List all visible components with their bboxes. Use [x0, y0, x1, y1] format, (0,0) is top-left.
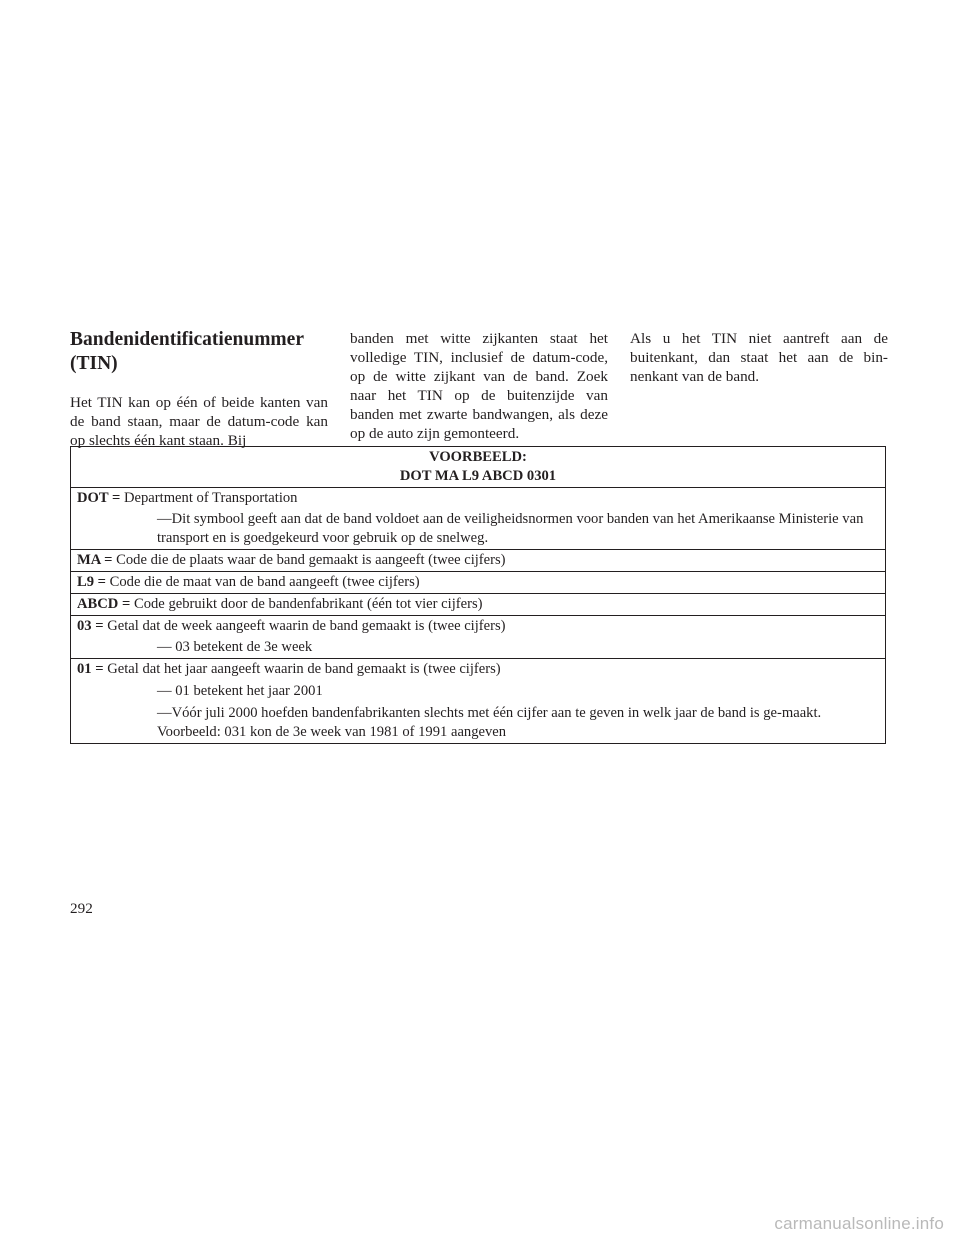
table-row: [71, 616, 886, 659]
paragraph-col1: Het TIN kan op één of beide kanten van de band staan, maar de datum-code kan op slechts één kant staan. Bij: [70, 394, 328, 449]
row-code: 03 =: [77, 618, 104, 634]
row-note: —Vóór juli 2000 hoefden bandenfabrikanten slechts met één cijfer aan te geven in welk jaar de band is ge-maakt. Voorbeeld: 031 kon de 3e week van 1981 of 1991 aangeven: [157, 705, 822, 740]
row-note: —Dit symbool geeft aan dat de band voldoet aan de veiligheidsnormen voor banden van het Amerikaanse Ministerie van transport en is goedgekeurd voor gebruik op de snelweg.: [157, 511, 864, 546]
table-header-row: [71, 447, 886, 488]
text-column-2: [350, 329, 608, 443]
row-note: — 03 betekent de 3e week: [157, 639, 313, 655]
table-row: [71, 659, 886, 744]
table-row: [71, 488, 886, 550]
row-code: ABCD =: [77, 596, 131, 612]
row-description: Getal dat het jaar aangeeft waarin de band gemaakt is (twee cijfers): [107, 661, 501, 677]
paragraph-col3: Als u het TIN niet aantreft aan de buitenkant, dan staat het aan de bin-nenkant van de band.: [630, 330, 888, 385]
row-description: Code die de plaats waar de band gemaakt is aangeeft (twee cijfers): [116, 552, 506, 568]
watermark: carmanualsonline.info: [774, 1214, 944, 1233]
row-code: L9 =: [77, 574, 106, 590]
row-description: Department of Transportation: [123, 490, 298, 506]
text-column-1: [70, 328, 328, 450]
table-row: [71, 550, 886, 572]
example-code: DOT MA L9 ABCD 0301: [399, 468, 557, 484]
row-code: DOT =: [77, 490, 121, 506]
table-row: [71, 572, 886, 594]
tin-example-table: [70, 446, 886, 744]
row-code: 01 =: [77, 661, 104, 677]
row-description: Code die de maat van de band aangeeft (twee cijfers): [109, 574, 420, 590]
row-code: MA =: [77, 552, 113, 568]
row-description: Getal dat de week aangeeft waarin de band gemaakt is (twee cijfers): [107, 618, 506, 634]
paragraph-col2: banden met witte zijkanten staat het volledige TIN, inclusief de datum-code, op de witte zijkant van de band. Zoek naar het TIN op de buitenzijde van banden met zwarte bandwangen, als deze op de auto zijn gemonteerd.: [350, 330, 608, 442]
table-row: [71, 594, 886, 616]
example-heading: VOORBEELD:: [429, 449, 527, 465]
row-note: — 01 betekent het jaar 2001: [157, 683, 323, 699]
row-description: Code gebruikt door de bandenfabrikant (één tot vier cijfers): [133, 596, 483, 612]
section-title: Bandenidentificatienummer (TIN): [70, 329, 304, 374]
text-column-3: [630, 329, 888, 386]
page-number: 292: [70, 900, 93, 917]
